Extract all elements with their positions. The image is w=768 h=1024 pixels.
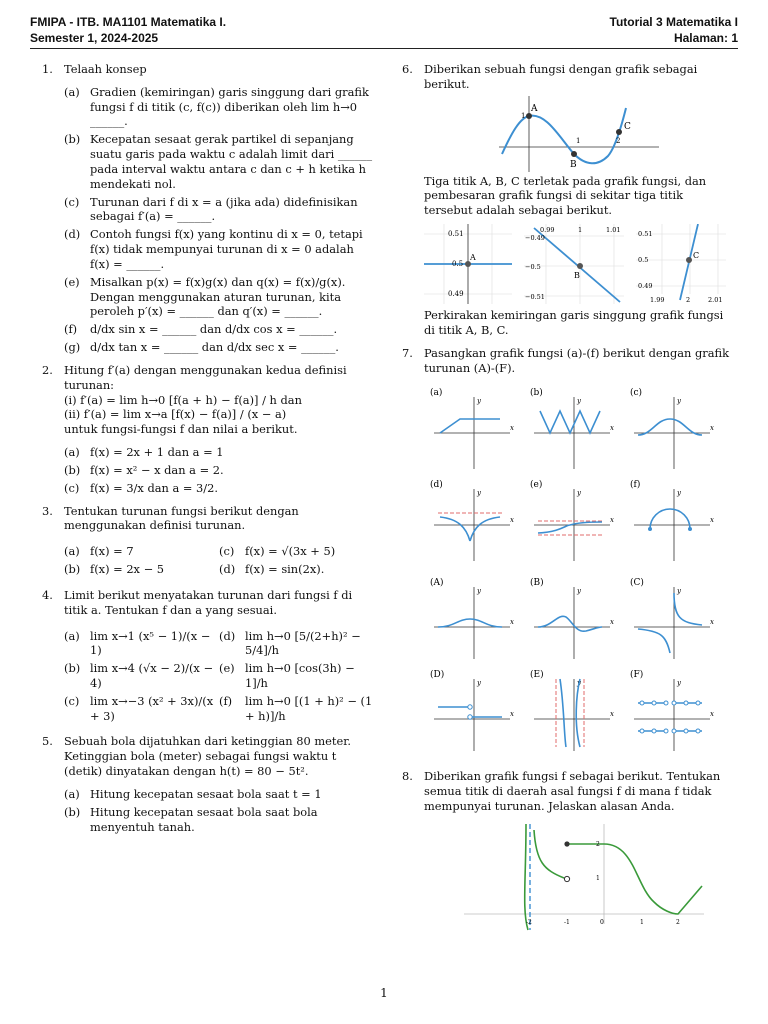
problem-intro: Diberikan grafik fungsi f sebagai berikut. Tentukan semua titik di daerah asal fungsi f di mana f tidak mempunyai turunan. Jelaskan alasan Anda. (424, 769, 721, 814)
zoom-panels (424, 224, 734, 304)
item-3a: (a) f(x) = 7 (64, 544, 134, 559)
label-b: B (570, 159, 577, 170)
graph-A (430, 577, 514, 659)
graph-C (630, 577, 714, 659)
graph-f (630, 479, 714, 561)
tick: 2 (676, 918, 680, 926)
item-text: f(x) = √(3x + 5) (245, 544, 336, 559)
problem-intro: Tentukan turunan fungsi berikut dengan menggunakan definisi turunan. (64, 503, 299, 533)
open-point (664, 701, 668, 705)
x-label: x (710, 516, 714, 525)
item-text: lim x→−3 (x² + 3x)/(x + 3) (90, 693, 214, 723)
function-curve (440, 517, 470, 541)
problem-1 (42, 62, 374, 355)
y-label: y (577, 587, 581, 596)
item-4d: (d) lim h→0 [5/(2+h)² − 5/4]/h (219, 628, 361, 658)
tick: 1.99 (650, 296, 665, 305)
item-text: lim h→0 [(1 + h)² − (1 + h)]/h (245, 693, 373, 723)
tick: 0.51 (638, 230, 653, 239)
item-1e: (e) Misalkan p(x) = f(x)g(x) dan q(x) = f(x)/g(x). Dengan menggunakan aturan turunan, kita peroleh p′(x) = ______ dan q′(x) = ______. (64, 274, 346, 319)
open-point (652, 729, 656, 733)
open-point (652, 701, 656, 705)
item-text: f(x) = 2x + 1 dan a = 1 (90, 445, 224, 460)
problem-text: untuk fungsi-fungsi f dan nilai a berikut. (64, 422, 298, 437)
problem-intro: Pasangkan grafik fungsi (a)-(f) berikut dengan grafik turunan (A)-(F). (424, 345, 730, 375)
item-text: Contoh fungsi f(x) yang kontinu di x = 0, tetapi f(x) tidak mempunyai turunan di x = 0 adalah f(x) = ______. (90, 227, 363, 271)
open-point (664, 729, 668, 733)
item-text: lim h→0 [5/(2+h)² − 5/4]/h (245, 628, 361, 658)
y-label: y (477, 587, 481, 596)
problem-6 (402, 62, 734, 338)
problem-number: 4. (42, 587, 53, 602)
tick-x2: 2 (616, 136, 621, 145)
graph-d (430, 479, 514, 561)
item-text: f(x) = 3/x dan a = 3/2. (90, 480, 219, 495)
graph-label: (D) (430, 670, 445, 681)
graph-label: (d) (430, 480, 443, 491)
item-4a: (a) lim x→1 (x⁵ − 1)/(x − 1) (64, 628, 211, 658)
problem-text: Tiga titik A, B, C terletak pada grafik fungsi, dan pembesaran grafik fungsi di sekitar tiga titik tersebut adalah sebagai berikut. (424, 173, 707, 218)
zoom-label: B (574, 271, 580, 281)
x-label: x (710, 710, 714, 719)
problem-4 (42, 588, 374, 727)
graph-e (530, 479, 614, 561)
item-5a: (a) Hitung kecepatan sesaat bola saat t = 1 (64, 786, 322, 801)
item-text: lim x→1 (x⁵ − 1)/(x − 1) (90, 628, 211, 658)
item-text: Hitung kecepatan sesaat bola saat bola menyentuh tanah. (90, 804, 318, 834)
function-curve (538, 522, 602, 533)
problem-7 (402, 346, 734, 764)
label-c: C (624, 121, 631, 132)
graph-c (630, 387, 714, 469)
x-label: x (710, 424, 714, 433)
problem-number: 3. (42, 503, 53, 518)
open-point (468, 715, 472, 719)
item-text: Gradien (kemiringan) garis singgung dari grafik fungsi f di titik (c, f(c)) diberikan oleh lim h→0 ______. (90, 84, 369, 129)
tick: -1 (564, 918, 570, 926)
y-label: y (477, 489, 481, 498)
item-1g: (g) d/dx tan x = ______ dan d/dx sec x = ______. (64, 340, 339, 355)
open-point (672, 729, 676, 733)
open-point (696, 701, 700, 705)
tick: 0.5 (452, 260, 464, 269)
problem-2 (42, 363, 374, 496)
problem-8 (402, 769, 734, 931)
problem-number: 5. (42, 734, 53, 749)
item-5b: (b) Hitung kecepatan sesaat bola saat bola menyentuh tanah. (64, 804, 318, 834)
point-b (571, 151, 577, 157)
item-3d: (d) f(x) = sin(2x). (219, 562, 325, 577)
open-point (696, 729, 700, 733)
endpoint (648, 527, 652, 531)
problem-number: 2. (42, 362, 53, 377)
item-text: f(x) = sin(2x). (245, 562, 325, 577)
tick: 1 (596, 874, 600, 882)
graph-b (530, 387, 614, 469)
graph-D (430, 669, 514, 751)
zoom-a (424, 224, 512, 304)
x-label: x (510, 710, 514, 719)
item-2a: (a) f(x) = 2x + 1 dan a = 1 (64, 445, 224, 460)
graph-E (530, 669, 614, 751)
endpoint (688, 527, 692, 531)
open-point (684, 729, 688, 733)
item-text: f(x) = 2x − 5 (90, 562, 165, 577)
page-label: Halaman: 1 (673, 31, 738, 46)
tick: 1 (640, 918, 644, 926)
right-column (402, 62, 734, 938)
problem-text: Perkirakan kemiringan garis singgung grafik fungsi di titik A, B, C. (424, 308, 724, 337)
function-curve (650, 509, 690, 529)
y-label: y (477, 397, 481, 406)
tick-x1: 1 (576, 136, 581, 145)
problem-intro: Sebuah bola dijatuhkan dari ketinggian 80 meter. Ketinggian bola (meter) sebagai fungsi waktu t (detik) dinyatakan dengan h(t) = 80 − 5t². (64, 734, 352, 779)
graph-label: (c) (630, 388, 643, 399)
course-title: FMIPA - ITB. MA1101 Matematika I. (30, 15, 227, 29)
tick: −0.51 (525, 293, 545, 302)
definition-i: (i) f′(a) = lim h→0 [f(a + h) − f(a)] / h dan (64, 392, 302, 407)
tick: 2 (686, 296, 691, 305)
y-label: y (477, 679, 481, 688)
right-branch (604, 844, 702, 914)
tick: 0.49 (638, 282, 653, 291)
item-text: d/dx sin x = ______ dan d/dx cos x = ______. (90, 322, 338, 337)
problem-number: 8. (402, 769, 413, 784)
tick: 2 (596, 840, 600, 848)
tick: −0.5 (525, 263, 541, 272)
label-a: A (531, 103, 538, 114)
item-1f: (f) d/dx sin x = ______ dan d/dx cos x = ______. (64, 322, 338, 337)
function-curve (470, 517, 500, 541)
graph-label: (a) (430, 388, 443, 399)
header-rule (30, 48, 738, 49)
item-text: Misalkan p(x) = f(x)g(x) dan q(x) = f(x)/g(x). Dengan menggunakan aturan turunan, kita peroleh p′(x) = ______ dan q′(x) = ______. (90, 274, 346, 319)
zoom-label: A (470, 253, 476, 263)
item-1c: (c) Turunan dari f di x = a (jika ada) didefinisikan sebagai f′(a) = ______. (64, 194, 358, 224)
item-2c: (c) f(x) = 3/x dan a = 3/2. (64, 480, 219, 495)
item-4e: (e) lim h→0 [cos(3h) − 1]/h (219, 661, 355, 690)
y-label: y (577, 679, 581, 688)
piecewise-graph (464, 820, 704, 932)
graph-label: (f) (630, 480, 641, 491)
y-label: y (677, 489, 681, 498)
x-label: x (510, 516, 514, 525)
problem-3 (42, 504, 374, 580)
graph-a (430, 387, 514, 469)
open-point (468, 705, 472, 709)
problem-intro: Limit berikut menyatakan turunan dari fungsi f di titik a. Tentukan f dan a yang sesuai. (64, 587, 353, 617)
y-label: y (677, 587, 681, 596)
function-curve (576, 679, 580, 747)
open-point (684, 701, 688, 705)
tick: −0.49 (525, 234, 545, 243)
left-column (42, 62, 374, 840)
item-4f: (f) lim h→0 [(1 + h)² − (1 + h)]/h (219, 693, 373, 723)
y-label: y (577, 489, 581, 498)
item-text: Turunan dari f di x = a (jika ada) didefinisikan sebagai f′(a) = ______. (90, 194, 358, 224)
zoom-b (524, 224, 624, 304)
open-point (564, 876, 569, 881)
open-point (640, 701, 644, 705)
problem-5 (42, 734, 374, 834)
item-text: d/dx tan x = ______ dan d/dx sec x = ______. (90, 340, 339, 355)
closed-point (564, 841, 569, 846)
matching-graphs (430, 383, 730, 763)
x-label: x (610, 424, 614, 433)
item-3c: (c) f(x) = √(3x + 5) (219, 544, 336, 559)
zoom-label: C (693, 251, 700, 261)
zoom-c (636, 224, 726, 304)
tick: 2.01 (708, 296, 723, 305)
graph-label: (C) (630, 578, 644, 589)
function-curve (638, 629, 670, 653)
tick: 0.5 (638, 256, 649, 265)
graph-label: (E) (530, 670, 544, 681)
function-curve (538, 617, 602, 632)
function-curve (440, 419, 500, 433)
problem-title: Telaah konsep (64, 62, 147, 76)
x-label: x (610, 516, 614, 525)
item-text: lim h→0 [cos(3h) − 1]/h (245, 661, 355, 690)
problem-intro: Hitung f′(a) dengan menggunakan kedua definisi turunan: (64, 362, 347, 392)
item-text: Kecepatan sesaat gerak partikel di sepanjang suatu garis pada waktu c adalah limit dari ______ pada interval waktu antara c dan c + h ketika h mendekati nol. (90, 132, 373, 191)
item-1a: (a) Gradien (kemiringan) garis singgung dari grafik fungsi f di titik (c, f(c)) diberikan oleh lim h→0 ______. (64, 84, 369, 129)
x-label: x (610, 618, 614, 627)
open-point (672, 701, 676, 705)
item-4b: (b) lim x→4 (√x − 2)/(x − 4) (64, 661, 214, 690)
graph-label: (F) (630, 670, 644, 681)
tick-y1: 1 (521, 111, 526, 120)
item-text: f(x) = 7 (90, 544, 134, 559)
function-graph (494, 94, 664, 174)
graph-B (530, 577, 614, 659)
problem-number: 6. (402, 62, 413, 76)
graph-label: (A) (430, 578, 444, 589)
tick: -2 (526, 918, 532, 926)
tutorial-title: Tutorial 3 Matematika I (609, 15, 738, 29)
problem-number: 7. (402, 345, 413, 360)
tick: 1 (578, 226, 583, 235)
x-label: x (710, 618, 714, 627)
item-2b: (b) f(x) = x² − x dan a = 2. (64, 462, 224, 477)
y-label: y (577, 397, 581, 406)
function-curve (540, 411, 600, 433)
graph-label: (b) (530, 388, 543, 399)
tick: 0.49 (448, 290, 464, 299)
function-curve (674, 593, 702, 625)
item-1b: (b) Kecepatan sesaat gerak partikel di sepanjang suatu garis pada waktu c adalah limit dari ______ pada interval waktu antara c dan c + h ketika h mendekati nol. (64, 132, 373, 191)
problem-number: 1. (42, 62, 53, 76)
x-label: x (610, 710, 614, 719)
tick: 0 (600, 918, 604, 926)
graph-F (630, 669, 714, 751)
function-curve (560, 679, 566, 747)
item-text: f(x) = x² − x dan a = 2. (90, 462, 224, 477)
tick: 1.01 (606, 226, 621, 235)
semester: Semester 1, 2024-2025 (30, 31, 159, 46)
function-curve (438, 619, 502, 627)
graph-label: (e) (530, 480, 543, 491)
x-label: x (510, 424, 514, 433)
tick: 0.51 (448, 230, 464, 239)
x-label: x (510, 618, 514, 627)
point-c (616, 129, 622, 135)
item-1d: (d) Contoh fungsi f(x) yang kontinu di x = 0, tetapi f(x) tidak mempunyai turunan di x = 0 adalah f(x) = ______. (64, 227, 363, 271)
y-label: y (677, 397, 681, 406)
definition-ii: (ii) f′(a) = lim x→a [f(x) − f(a)] / (x − a) (64, 407, 287, 422)
item-4c: (c) lim x→−3 (x² + 3x)/(x + 3) (64, 693, 214, 723)
item-3b: (b) f(x) = 2x − 5 (64, 562, 165, 577)
page-number: 1 (380, 986, 388, 1000)
y-label: y (677, 679, 681, 688)
problem-intro: Diberikan sebuah fungsi dengan grafik sebagai berikut. (424, 62, 698, 91)
item-text: lim x→4 (√x − 2)/(x − 4) (90, 661, 214, 690)
open-point (640, 729, 644, 733)
middle-branch (534, 830, 564, 878)
graph-label: (B) (530, 578, 544, 589)
tick: 0.99 (540, 226, 555, 235)
item-text: Hitung kecepatan sesaat bola saat t = 1 (90, 786, 322, 801)
